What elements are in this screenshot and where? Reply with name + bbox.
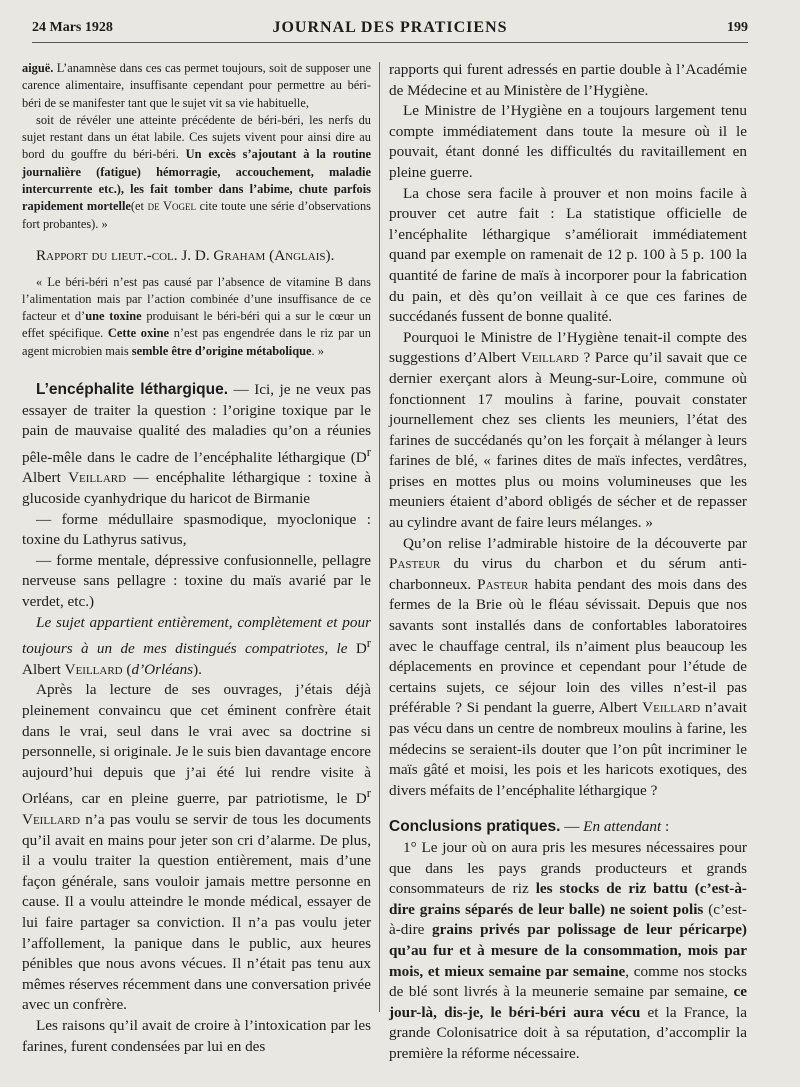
author-name: de Vogel — [147, 199, 196, 214]
author-name: Veillard — [520, 349, 579, 367]
header-date: 24 Mars 1928 — [32, 20, 113, 35]
author-name: Veillard — [22, 811, 81, 829]
graham-quote: « Le béri-béri n’est pas causé par l’absence de vitamine B dans l’alimentation mais par l’action combinée d’une insuffisance de ce facteur et d’une toxine produisant le béri-béri qui a sur le cœur un effet spécifique. Cette oxine n’est pas engendrée dans le riz par un agent microbien mais semble être d’origine métabolique. » — [22, 274, 371, 358]
conclusions-section: Conclusions pratiques. — En attendant : 1° Le jour où on aura pris les mesures nécessaires pour que dans les pays grands producteurs et grands consommateurs de riz les stocks de riz battu (c’est-à-dire grains séparés de leur balle) ne soient polis (c’est-à-dire grains privés par polissage de leur péricarpe) qu’au fur et à mesure de la consommation, mois par mois, et mieux semaine par semaine, comme nos stocks de blé sont livrés à la meunerie semaine par semaine, ce jour-là, dis-je, le béri-béri aura vécu et la France, la grande Colonisatrice doit à sa réputation, d’accomplir la première la réforme nécessaire. — [389, 818, 747, 1062]
section-title: L’encéphalite léthargique. — [36, 381, 229, 399]
quote-text: (et — [130, 199, 148, 214]
rapport-heading: Rapport du lieut.-col. J. D. Graham (Anglais). — [36, 246, 335, 264]
paragraph: Le Ministre de l’Hygiène en a toujours largement tenu compte immédiatement dans toute la mesure où il le pouvait, étant donné les difficultés du ravitaillement en pleine guerre. — [389, 102, 747, 181]
author-name: Veillard — [68, 469, 127, 487]
page-number: 199 — [727, 20, 748, 35]
quote-text: L’anamnèse dans ces cas permet toujours, soit de supposer une carence alimentaire, insuffisante cependant pour permettre au béri-béri de se manifester tant que le sujet vit sa vie habituelle, — [22, 61, 371, 110]
quote-bold-text: Un excès s’ajoutant à la routine journalière (fatigue) hémorragie, accouchement, maladie intercurrente etc.), les fait tomber dans l’abime, chute parfois rapidement mortelle — [22, 147, 372, 214]
author-name: Graham — [213, 246, 266, 264]
column-divider — [379, 62, 380, 1012]
beriberi-quote-end — [22, 60, 371, 233]
list-item: — forme médullaire spasmodique, myoclonique : toxine du Lathyrus sativus, — [22, 510, 371, 549]
list-item: — forme mentale, dépressive confusionnelle, pellagre nerveuse sans pellagre : toxine du maïs avarié par le verdet, etc.) — [22, 551, 371, 611]
italic-statement: Le sujet appartient entièrement, complètement et pour toujours à un de mes distingués compatriotes, le $D^r$ Albert Veillard (d’Orléans). — [22, 613, 372, 678]
left-column — [22, 60, 371, 1057]
quote-bold-aigue: aiguë. — [22, 61, 54, 75]
encephalite-section: L’encéphalite léthargique. — Ici, je ne veux pas essayer de traiter la question : l’origine toxique par le pain de mauvaise qualité des maladies qu’on a réunies pêle-mêle dans le cadre de l’encéphalite léthargique ($D^r$ Albert Veillard — encéphalite léthargique : toxine à glucoside cyanhydrique du haricot de Birmanie — forme médullaire spasmodique, myoclonique : toxine du Lathyrus sativus, — forme mentale, dépressive confusionnelle, pellagre nerveuse sans pellagre : toxine du maïs avarié par le verdet, etc.) Le sujet appartient entièrement, complètement et pour toujours à un de mes distingués compatriotes, le $D^r$ Albert Veillard (d’Orléans). Après la lecture de ses ouvrages, j’étais déjà pleinement convaincu que cet éminent confrère était dans le vrai, seul dans le vrai avec sa doctrine si personnelle, si originale. Je le suis bien davantage encore aujourd’hui depuis que j’ai été lui rendre visite à Orléans, car en pleine guerre, par patriotisme, le $D^r$ Veillard n’a pas voulu se servir de tous les documents qu’il avait en mains pour jeter son cri d’alarme. De plus, il a voulu traiter la question entièrement, mais d’une façon générale, sans vouloir jamais mettre personne en cause. Il a voulu atteindre le monde médical, essayer de lui faire partager sa conviction. Il n’a pas voulu jeter l’affollement, la panique dans le public, aux heures pénibles que nous avons vécues. Il n’était pas tenu aux mêmes réserves récemment dans une conversation privée avec un confrère. Les raisons qu’il avait de croire à l’intoxication par les farines, furent condensées par lui en des — [22, 381, 372, 1055]
paragraph: rapports qui furent adressés en partie double à l’Académie de Médecine et au Ministère de l’Hygiène. — [389, 61, 747, 99]
right-column — [389, 60, 747, 1065]
paragraph: Pourquoi le Ministre de l’Hygiène tenait-il compte des suggestions d’Albert Veillard ? Parce qu’il savait que ce dernier exerçant alors à Meung-sur-Loire, commune où fonctionnent 17 moulins à farine, pouvait constater journellement chez ses clients les meuniers, l’état des farines de succédanés qu’on les forçait à mélanger à leurs farines de blé, « farines dites de maïs infectes, verdâtres, prises en mottes plus ou moins volumineuses que les meuniers étaient d’abord obligés de sécher et de repasser au cylindre avant de faire leurs mélanges. » — [389, 328, 747, 532]
journal-title: JOURNAL DES PRATICIENS — [272, 19, 508, 36]
running-header — [32, 16, 748, 43]
quote-text: soit de révéler une atteinte précédente de béri-béri, les nerfs du sujet restant dans un état labile. Ces sujets vivent pour ainsi dire au bord du gouffre du béri-béri. — [22, 112, 371, 162]
section-title: Conclusions pratiques. — [389, 818, 561, 836]
right-body — [389, 60, 747, 801]
paragraph: La chose sera facile à prouver et non moins facile à prouver cet autre fait : La statistique officielle de l’encéphalite léthargique s’améliorait immédiatement quand par exemple on ramenait de 12 p. 100 à 5 p. 100 la quantité de farine de maïs à incorporer pour la fabrication du pain, et dès qu’on veillait à ce que ces farines de succédanés fussent de bonne qualité. — [389, 184, 747, 326]
paragraph: Qu’on relise l’admirable histoire de la découverte par Pasteur du virus du charbon et du sérum anti-charbonneux. Pasteur habita pendant des mois dans des fermes de la Brie où le fléau sévissait. Depuis que nos savants sont installés dans de confortables laboratoires avec le chauffage central, ils n’aiment plus beaucoup les déplacements en province et cependant pour l’étude de certains sujets, ce séjour loin des villes n’est-il pas préférable ? Si pendant la guerre, Albert Veillard n’avait pas vécu dans un centre de nombreux moulins à farine, les médecins se seraient-ils douter que l’on pût incriminer le maïs gâté et moisi, les pois et les haricots exotiques, des divers méfaits de l’encéphalite léthargique ? — [389, 534, 748, 799]
quote-text: cite toute une série d’observations fort probantes). » — [22, 199, 371, 231]
